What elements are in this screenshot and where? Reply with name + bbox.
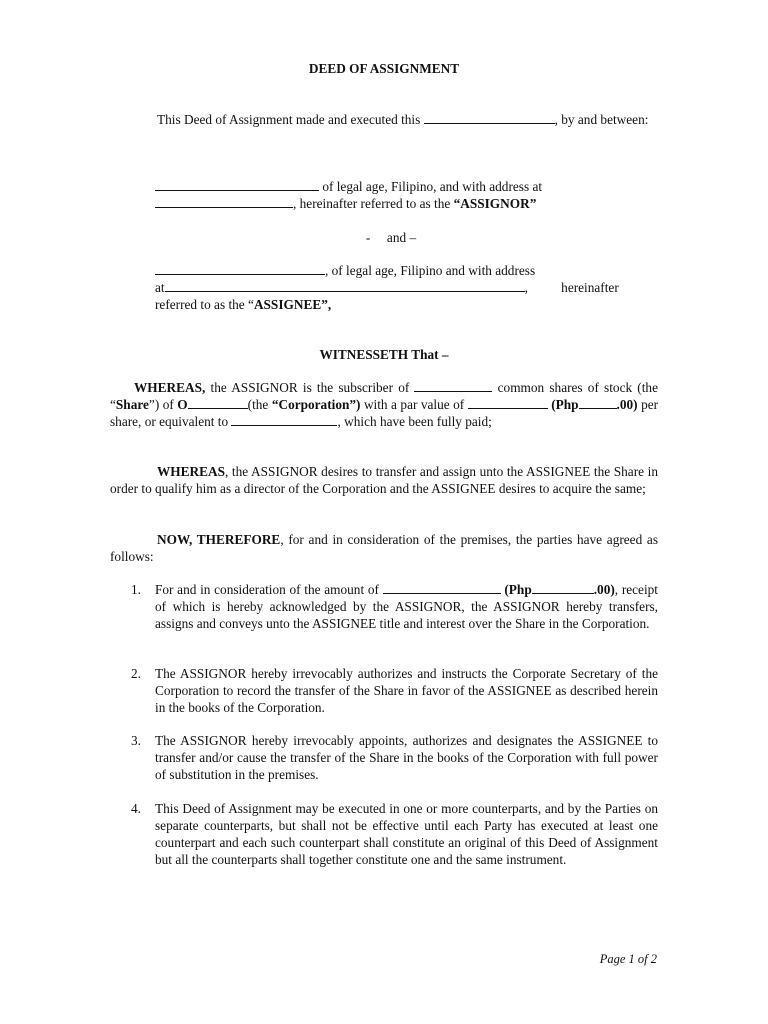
corporation-term: “Corporation”) bbox=[271, 397, 361, 412]
document-title: DEED OF ASSIGNMENT bbox=[308, 61, 460, 76]
whereas-paragraph-1 bbox=[110, 379, 658, 430]
whereas-1-text-d: (the bbox=[247, 397, 269, 412]
whereas-2-text: , the ASSIGNOR desires to transfer and assign unto the ASSIGNEE the Share in order to qualify him as a director of the Corporation and the ASSIGNEE desires to acquire the same; bbox=[110, 464, 658, 496]
item-number: 1. bbox=[131, 582, 141, 597]
item-1-text-b: , receipt of which is hereby acknowledged by the ASSIGNOR, the ASSIGNOR hereby transfers, assigns and conveys unto the ASSIGNEE title and interest over the Share in the Corporation. bbox=[155, 582, 658, 631]
assignee-name-blank bbox=[155, 262, 325, 275]
item-text: The ASSIGNOR hereby irrevocably appoints, authorizes and designates the ASSIGNEE to transfer and/or cause the transfer of the Share in the books of the Corporation with full power of substitution in the premises. bbox=[155, 733, 658, 782]
whereas-2-label: WHEREAS bbox=[157, 464, 225, 479]
now-therefore-paragraph bbox=[110, 531, 658, 565]
whereas-1-text-g: , which have been fully paid; bbox=[337, 414, 492, 429]
amount-php-close: .00) bbox=[593, 582, 615, 597]
assignee-role: ASSIGNEE”, bbox=[253, 297, 332, 312]
item-number: 2. bbox=[131, 666, 141, 681]
assignee-hereinafter: , hereinafter bbox=[524, 280, 619, 295]
equivalent-blank bbox=[231, 413, 337, 426]
assignor-address-blank bbox=[155, 195, 293, 208]
item-number: 4. bbox=[131, 801, 141, 816]
assignor-line1: of legal age, Filipino, and with address at bbox=[322, 179, 543, 194]
item-text: This Deed of Assignment may be executed in one or more counterparts, and by the Parties on separate counterparts, but shall not be effective until each Party has executed at least one counterpart and each such counterpart shall constitute an original of this Deed of Assignment but all the counterparts shall together constitute one and the same instrument. bbox=[155, 801, 658, 867]
corp-name-blank bbox=[188, 396, 248, 409]
intro-tail: , by and between: bbox=[554, 112, 649, 127]
whereas-1-text-c: ”) of bbox=[148, 397, 174, 412]
assignee-at: at bbox=[155, 280, 165, 295]
assignee-block bbox=[155, 262, 619, 313]
item-number: 3. bbox=[131, 733, 141, 748]
assignee-referred: referred to as the “ bbox=[155, 297, 254, 312]
par-php-close: .00) bbox=[616, 397, 638, 412]
now-therefore-text: , for and in consideration of the premises, the parties have agreed as follows: bbox=[110, 532, 658, 564]
whereas-1-text-a: the ASSIGNOR is the subscriber of bbox=[210, 380, 410, 395]
now-therefore-label: NOW, THEREFORE bbox=[157, 532, 281, 547]
amount-php-open: (Php bbox=[504, 582, 532, 597]
share-term: Share bbox=[115, 397, 149, 412]
whereas-paragraph-2 bbox=[110, 463, 658, 497]
par-value-blank bbox=[468, 396, 548, 409]
item-1-text-a: For and in consideration of the amount of bbox=[155, 582, 379, 597]
assignor-block bbox=[155, 178, 612, 212]
assignor-role: “ASSIGNOR” bbox=[453, 196, 537, 211]
date-blank bbox=[424, 111, 555, 124]
assignee-address-blank bbox=[165, 279, 525, 292]
amount-php-blank bbox=[532, 581, 594, 594]
par-php-open: (Php bbox=[551, 397, 579, 412]
page-number: Page 1 of 2 bbox=[599, 952, 657, 966]
whereas-1-label: WHEREAS, bbox=[134, 380, 206, 395]
item-text bbox=[155, 581, 658, 632]
shares-count-blank bbox=[414, 379, 492, 392]
whereas-1-text-b: common shares of stock (the “ bbox=[110, 380, 658, 412]
item-text: The ASSIGNOR hereby irrevocably authorizes and instructs the Corporate Secretary of the Corporation to record the transfer of the Share in favor of the ASSIGNEE as described herein in the books of the Corporation. bbox=[155, 666, 658, 715]
assignee-line1: , of legal age, Filipino and with address bbox=[325, 263, 536, 278]
par-php-blank bbox=[579, 396, 617, 409]
whereas-1-text-f: per share, or equivalent to bbox=[110, 397, 659, 429]
and-separator: - and – bbox=[365, 230, 417, 245]
witnesseth-heading: WITNESSETH That – bbox=[319, 347, 449, 362]
corp-initial: O bbox=[177, 397, 188, 412]
intro-paragraph bbox=[110, 111, 658, 128]
intro-text: This Deed of Assignment made and executed this bbox=[157, 112, 421, 127]
assignor-name-blank bbox=[155, 178, 319, 191]
assignor-line2: , hereinafter referred to as the bbox=[293, 196, 451, 211]
amount-blank bbox=[383, 581, 501, 594]
whereas-1-text-e: with a par value of bbox=[363, 397, 465, 412]
